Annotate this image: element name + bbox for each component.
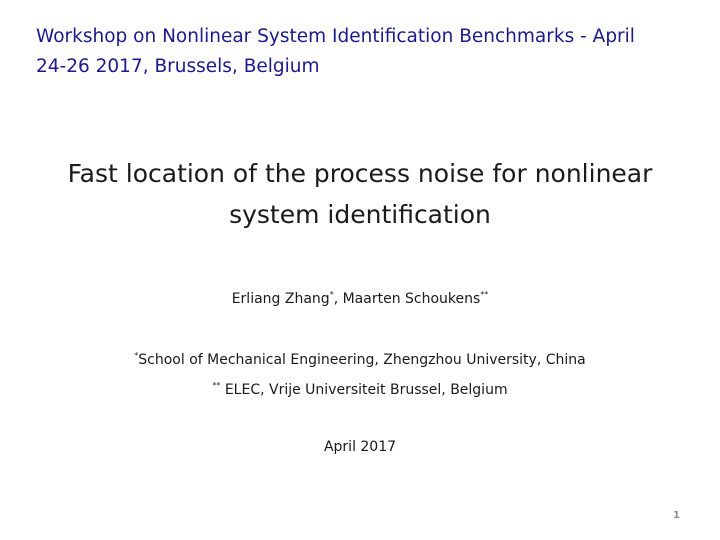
affiliation-2-text: ELEC, Vrije Universiteit Brussel, Belgium	[220, 382, 508, 398]
workshop-line-1: Workshop on Nonlinear System Identification Benchmarks - April	[36, 26, 635, 47]
title-line-2: system identification	[229, 200, 491, 229]
affiliation-1-text: School of Mechanical Engineering, Zhengzhou University, China	[138, 352, 586, 368]
affiliation-2	[0, 382, 720, 398]
author-separator: ,	[333, 291, 343, 307]
workshop-header	[36, 22, 696, 82]
author-2-name: Maarten Schoukens	[342, 291, 481, 307]
presentation-date: April 2017	[323, 439, 397, 455]
affiliation-1-mark: *	[134, 351, 139, 360]
author-2-affiliation-mark: **	[480, 290, 489, 299]
page-number: 1	[673, 510, 680, 521]
author-1-name: Erliang Zhang	[231, 291, 330, 307]
author-1-affiliation-mark: *	[329, 290, 334, 299]
author-list	[0, 291, 720, 307]
workshop-line-2: 24-26 2017, Brussels, Belgium	[36, 56, 320, 77]
affiliation-1	[0, 352, 720, 368]
affiliation-2-mark: **	[212, 381, 221, 390]
title-line-1: Fast location of the process noise for nonlinear	[67, 159, 653, 188]
presentation-title	[20, 153, 700, 235]
